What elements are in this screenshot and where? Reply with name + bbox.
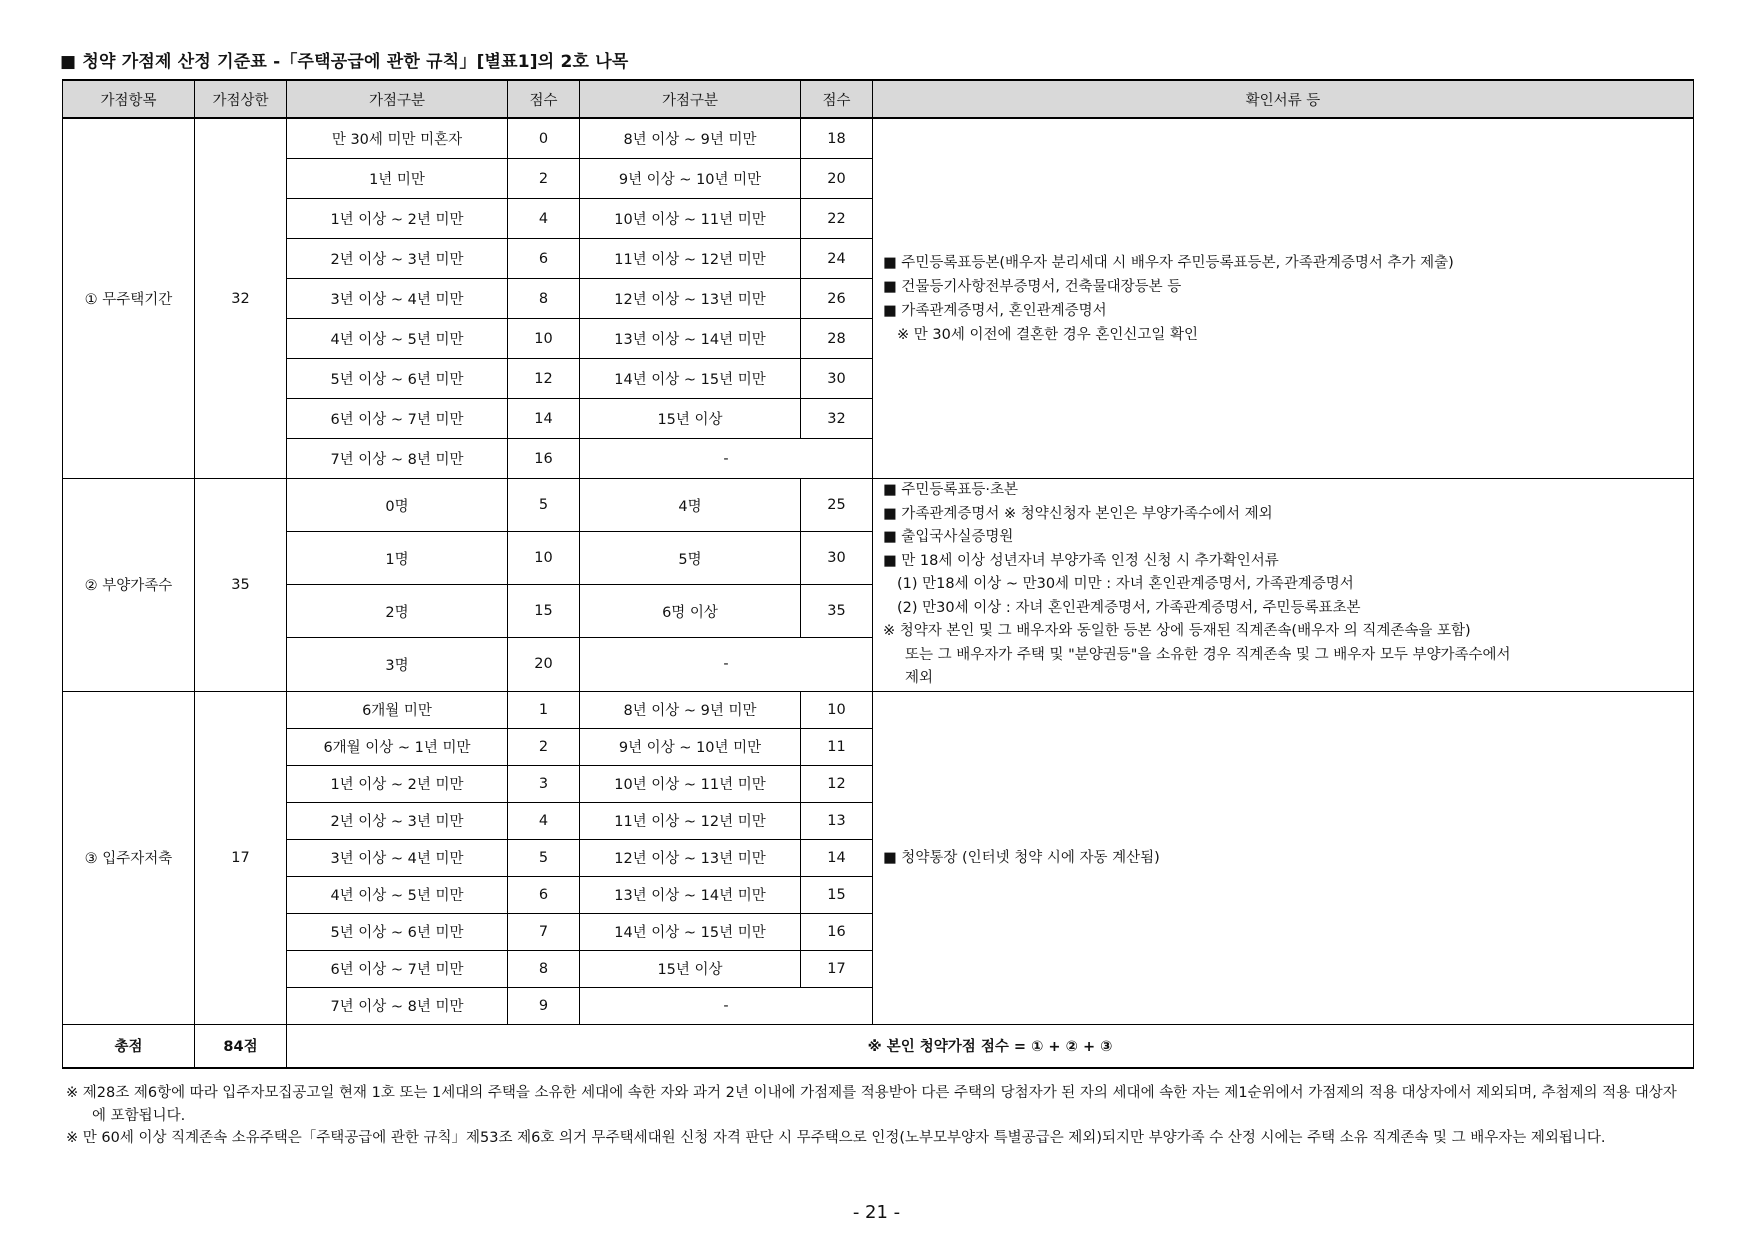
table-header-row xyxy=(63,80,1694,118)
category-cell: 4년 이상 ~ 5년 미만 xyxy=(287,876,508,913)
points-cell: 15 xyxy=(801,876,873,913)
points-cell: 11 xyxy=(801,728,873,765)
category-cell: 9년 이상 ~ 10년 미만 xyxy=(580,159,801,199)
points-cell: 7 xyxy=(508,913,580,950)
category-cell: 15년 이상 xyxy=(580,399,801,439)
header-cell: 가점상한 xyxy=(195,80,287,118)
points-cell: 16 xyxy=(508,439,580,479)
category-cell: 3년 이상 ~ 4년 미만 xyxy=(287,279,508,319)
points-cell: 10 xyxy=(508,532,580,585)
document-line: ■ 출입국사실증명원 xyxy=(883,529,1014,545)
score-item-label: ② 부양가족수 xyxy=(63,479,195,692)
category-cell: 4명 xyxy=(580,479,801,532)
category-cell: 6개월 미만 xyxy=(287,691,508,728)
points-cell: 26 xyxy=(801,279,873,319)
points-cell: 6 xyxy=(508,239,580,279)
category-cell: 12년 이상 ~ 13년 미만 xyxy=(580,279,801,319)
document-line: ■ 가족관계증명서, 혼인관계증명서 xyxy=(883,302,1107,319)
category-cell: 14년 이상 ~ 15년 미만 xyxy=(580,359,801,399)
category-cell: 14년 이상 ~ 15년 미만 xyxy=(580,913,801,950)
points-cell: 10 xyxy=(508,319,580,359)
category-cell: 7년 이상 ~ 8년 미만 xyxy=(287,987,508,1024)
category-cell: 1년 미만 xyxy=(287,159,508,199)
points-cell: 8 xyxy=(508,279,580,319)
score-max: 32 xyxy=(195,118,287,479)
points-cell: 5 xyxy=(508,479,580,532)
page-title: ■ 청약 가점제 산정 기준표 -「주택공급에 관한 규칙」[별표1]의 2호 나목 xyxy=(60,52,629,72)
points-cell: 15 xyxy=(508,585,580,638)
document-line: (1) 만18세 이상 ~ 만30세 미만 : 자녀 혼인관계증명서, 가족관계증명서 xyxy=(897,576,1354,592)
category-cell: 5년 이상 ~ 6년 미만 xyxy=(287,913,508,950)
document-line: (2) 만30세 이상 : 자녀 혼인관계증명서, 가족관계증명서, 주민등록표초본 xyxy=(897,599,1361,616)
document-line: ■ 주민등록표등본(배우자 분리세대 시 배우자 주민등록표등본, 가족관계증명서 추가 제출) xyxy=(883,254,1454,271)
document-line: ■ 만 18세 이상 성년자녀 부양가족 인정 신청 시 추가확인서류 xyxy=(883,552,1279,569)
table-row xyxy=(63,479,1694,532)
score-item-label: ③ 입주자저축 xyxy=(63,691,195,1024)
points-cell: 22 xyxy=(801,199,873,239)
total-row xyxy=(63,1024,1694,1068)
category-cell: - xyxy=(580,638,873,691)
points-cell: 35 xyxy=(801,585,873,638)
points-cell: 28 xyxy=(801,319,873,359)
score-max: 17 xyxy=(195,691,287,1024)
points-cell: 30 xyxy=(801,359,873,399)
category-cell: 7년 이상 ~ 8년 미만 xyxy=(287,439,508,479)
category-cell: 10년 이상 ~ 11년 미만 xyxy=(580,765,801,802)
category-cell: 9년 이상 ~ 10년 미만 xyxy=(580,728,801,765)
points-cell: 4 xyxy=(508,802,580,839)
points-cell: 12 xyxy=(801,765,873,802)
points-cell: 20 xyxy=(801,159,873,199)
header-cell: 가점구분 xyxy=(580,80,801,118)
category-cell: 11년 이상 ~ 12년 미만 xyxy=(580,802,801,839)
footnotes xyxy=(66,1082,1686,1150)
document-line: ※ 만 30세 이전에 결혼한 경우 혼인신고일 확인 xyxy=(897,326,1198,343)
header-cell: 점수 xyxy=(508,80,580,118)
category-cell: 6년 이상 ~ 7년 미만 xyxy=(287,399,508,439)
document-line: 제외 xyxy=(905,670,934,686)
total-max: 84점 xyxy=(195,1024,287,1068)
points-cell: 16 xyxy=(801,913,873,950)
category-cell: 13년 이상 ~ 14년 미만 xyxy=(580,876,801,913)
points-cell: 14 xyxy=(508,399,580,439)
page-number: - 21 - xyxy=(852,1202,901,1223)
document-line: ■ 가족관계증명서 ※ 청약신청자 본인은 부양가족수에서 제외 xyxy=(883,505,1273,522)
category-cell: 5명 xyxy=(580,532,801,585)
category-cell: 2년 이상 ~ 3년 미만 xyxy=(287,239,508,279)
points-cell: 32 xyxy=(801,399,873,439)
footnote: ※ 만 60세 이상 직계존속 소유주택은「주택공급에 관한 규칙」제53조 제6호 의거 무주택세대원 신청 자격 판단 시 무주택으로 인정(노부모부양자 특별공급은 제외)되지만 부양가족 수 산정 시에는 주택 소유 직계존속 및 그 배우자는 제외됩니다. xyxy=(66,1130,1606,1146)
category-cell: 6명 이상 xyxy=(580,585,801,638)
header-cell: 가점구분 xyxy=(287,80,508,118)
category-cell: 10년 이상 ~ 11년 미만 xyxy=(580,199,801,239)
document-line: ■ 건물등기사항전부증명서, 건축물대장등본 등 xyxy=(883,278,1182,295)
points-cell: 24 xyxy=(801,239,873,279)
footnote: ※ 제28조 제6항에 따라 입주자모집공고일 현재 1호 또는 1세대의 주택을 소유한 세대에 속한 자와 과거 2년 이내에 가점제를 적용받아 다른 주택의 당첨자가 된 자의 세대에 속한 자는 제1순위에서 가점제의 적용 대상자에서 제외되며, 추첨제의 적용 대상자에 포함됩니다. xyxy=(66,1085,1677,1124)
points-cell: 12 xyxy=(508,359,580,399)
total-formula: ※ 본인 청약가점 점수 = ① + ② + ③ xyxy=(287,1024,1694,1068)
category-cell: 1명 xyxy=(287,532,508,585)
points-cell: 2 xyxy=(508,728,580,765)
points-cell: 5 xyxy=(508,839,580,876)
category-cell: 4년 이상 ~ 5년 미만 xyxy=(287,319,508,359)
category-cell: 2년 이상 ~ 3년 미만 xyxy=(287,802,508,839)
score-max: 35 xyxy=(195,479,287,692)
category-cell: 8년 이상 ~ 9년 미만 xyxy=(580,118,801,159)
points-cell: 14 xyxy=(801,839,873,876)
header-cell: 점수 xyxy=(801,80,873,118)
points-cell: 6 xyxy=(508,876,580,913)
points-cell: 1 xyxy=(508,691,580,728)
table-row xyxy=(63,118,1694,159)
category-cell: 1년 이상 ~ 2년 미만 xyxy=(287,199,508,239)
category-cell: 1년 이상 ~ 2년 미만 xyxy=(287,765,508,802)
table-row xyxy=(63,691,1694,728)
document-line: 또는 그 배우자가 주택 및 "분양권등"을 소유한 경우 직계존속 및 그 배우자 모두 부양가족수에서 xyxy=(905,646,1511,663)
required-documents xyxy=(873,118,1694,479)
header-cell: 확인서류 등 xyxy=(873,80,1694,118)
required-documents xyxy=(873,479,1694,692)
category-cell: - xyxy=(580,439,873,479)
category-cell: 15년 이상 xyxy=(580,950,801,987)
points-cell: 4 xyxy=(508,199,580,239)
document-line: ■ 청약통장 (인터넷 청약 시에 자동 계산됨) xyxy=(883,849,1160,866)
category-cell: 0명 xyxy=(287,479,508,532)
points-cell: 30 xyxy=(801,532,873,585)
category-cell: 8년 이상 ~ 9년 미만 xyxy=(580,691,801,728)
category-cell: 6개월 이상 ~ 1년 미만 xyxy=(287,728,508,765)
points-cell: 18 xyxy=(801,118,873,159)
points-cell: 0 xyxy=(508,118,580,159)
category-cell: 13년 이상 ~ 14년 미만 xyxy=(580,319,801,359)
points-cell: 17 xyxy=(801,950,873,987)
category-cell: 3년 이상 ~ 4년 미만 xyxy=(287,839,508,876)
header-cell: 가점항목 xyxy=(63,80,195,118)
points-cell: 2 xyxy=(508,159,580,199)
category-cell: 2명 xyxy=(287,585,508,638)
points-cell: 25 xyxy=(801,479,873,532)
category-cell: 만 30세 미만 미혼자 xyxy=(287,118,508,159)
category-cell: 6년 이상 ~ 7년 미만 xyxy=(287,950,508,987)
category-cell: - xyxy=(580,987,873,1024)
category-cell: 3명 xyxy=(287,638,508,691)
score-criteria-table xyxy=(62,79,1694,1069)
points-cell: 8 xyxy=(508,950,580,987)
points-cell: 9 xyxy=(508,987,580,1024)
document-line: ■ 주민등록표등·초본 xyxy=(883,482,1018,498)
total-label: 총점 xyxy=(63,1024,195,1068)
points-cell: 20 xyxy=(508,638,580,691)
required-documents xyxy=(873,691,1694,1024)
category-cell: 12년 이상 ~ 13년 미만 xyxy=(580,839,801,876)
document-line: ※ 청약자 본인 및 그 배우자와 동일한 등본 상에 등재된 직계존속(배우자 의 직계존속을 포함) xyxy=(883,623,1471,639)
category-cell: 11년 이상 ~ 12년 미만 xyxy=(580,239,801,279)
points-cell: 3 xyxy=(508,765,580,802)
category-cell: 5년 이상 ~ 6년 미만 xyxy=(287,359,508,399)
points-cell: 10 xyxy=(801,691,873,728)
score-item-label: ① 무주택기간 xyxy=(63,118,195,479)
points-cell: 13 xyxy=(801,802,873,839)
